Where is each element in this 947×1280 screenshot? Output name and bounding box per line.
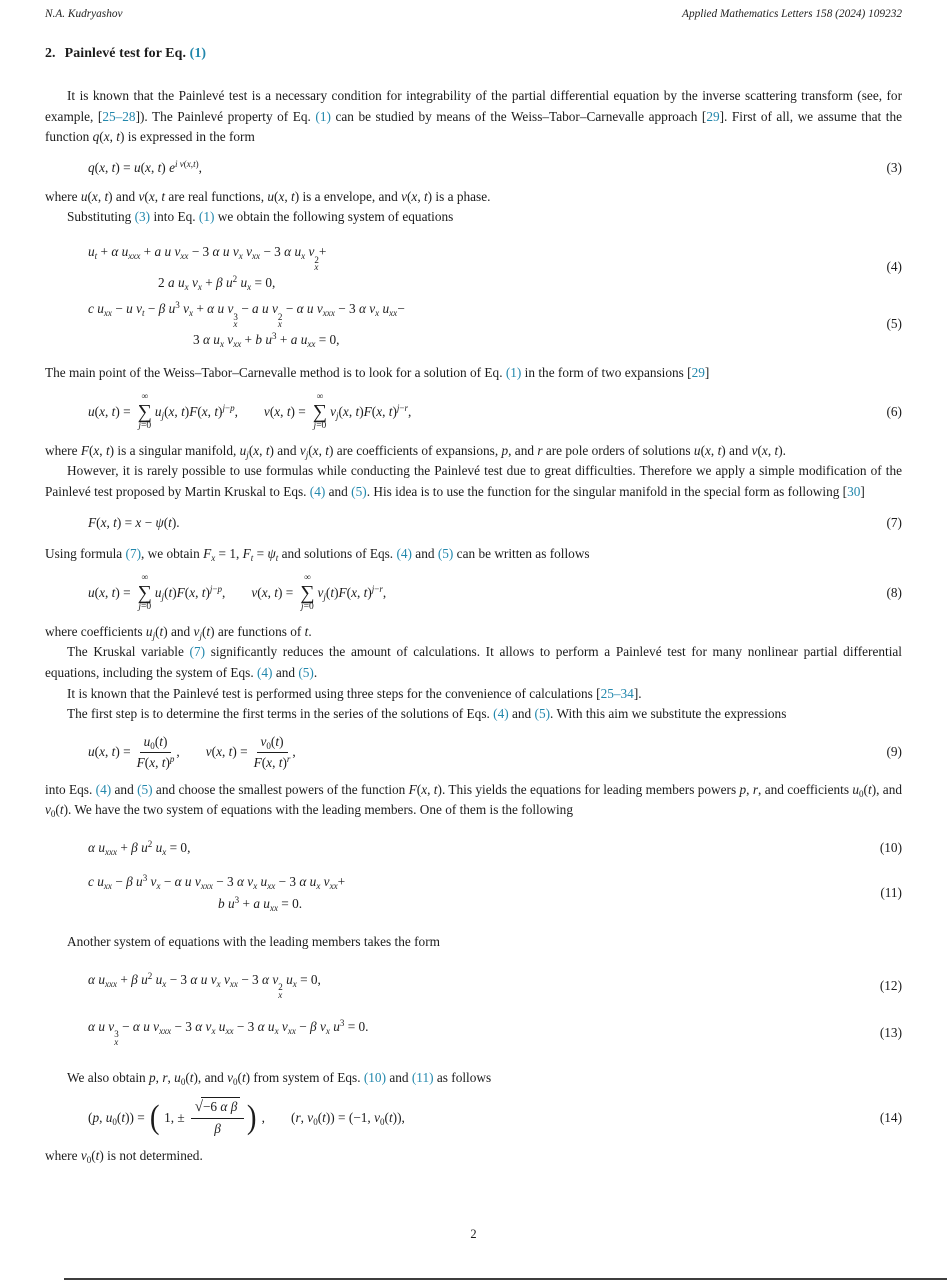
reference-link[interactable]: 25–28 <box>102 108 136 124</box>
paragraph: Substituting (3) into Eq. (1) we obtain the following system of equations <box>67 209 454 225</box>
equation-number: (6) <box>886 404 902 420</box>
paragraph: It is known that the Painlevé test is performed using three steps for the convenience of calculations [25–34]. <box>67 685 642 701</box>
reference-link[interactable]: (3) <box>134 209 151 225</box>
reference-link[interactable]: (10) <box>363 1069 387 1085</box>
equation-number: (13) <box>879 1024 902 1040</box>
radicand: −6 α β <box>201 1097 240 1114</box>
paragraph: where F(x, t) is a singular manifold, $u_j(x$, t) and $v_j(x$, t) are coefficients of expansions, p, and r are pole orders of solutions u(x, t) and v(x, t). <box>45 442 786 460</box>
equation-number: (10) <box>879 840 902 855</box>
equation-math: c $u_{xx} - \beta$ $u^3$ $v_x - \alpha$ u $v_{xxx} - 3$ α $v_x$ $u_{xx} - 3$ α $u_x$ $v_{xx}+$ <box>88 873 346 892</box>
equation-13 <box>88 1019 902 1047</box>
section-number: 2. <box>45 46 56 61</box>
sigma-glyph: ∑ <box>312 400 328 423</box>
summation-symbol <box>313 393 327 432</box>
equation-11 <box>88 871 902 915</box>
sum-lower-limit: j=0 <box>300 601 314 612</box>
equation-math: (r, $v_0(t)) = (-1$, $v_0(t)$), <box>291 1110 405 1128</box>
journal-reference: Applied Mathematics Letters 158 (2024) 109232 <box>682 8 902 20</box>
equation-number: (3) <box>886 159 902 175</box>
equation-math: 2 a $u_x$ $v_x + \beta$ $u^2$ $u_x = 0$, <box>158 274 276 293</box>
equation-14: (p, $u_0(t)$) = ( 1, ± $\frac{\text{√−6 α β}}{\beta}$ ) , (r, $v_0(t)) = (-1$, $v_0(t)$), (14) <box>88 1099 902 1137</box>
reference-link[interactable]: (1) <box>505 365 522 380</box>
paragraph: It is known that the Painlevé test is a necessary condition for integrability of the partial differential equation by the inverse scattering transform (see, for example, [25–28]). The Painlevé property of Eq. (1) can be studied by means of the Weiss–Tabor–Carnevalle approach [29]. First of all, we assume that the function q(x, t) is expressed in the form <box>45 88 903 145</box>
reference-link[interactable]: (7) <box>189 644 206 660</box>
sum-upper-limit: ∞ <box>141 572 149 583</box>
equation-math: $u_t + \alpha$ $u_{xxx} + a$ u $v_{xx} - 3$ α u $v_x$ $v_{xx} - 3$ α $u_x$ v 2 x + <box>88 243 327 273</box>
sigma-glyph: ∑ <box>137 400 152 423</box>
equation-math: v(x, t) = <box>205 744 248 760</box>
paragraph: The first step is to determine the first terms in the series of the solutions of Eqs. (4) and (5). With this aim we substitute the expressions <box>67 706 787 722</box>
summation-symbol <box>300 574 314 613</box>
equation-number: (11) <box>880 885 902 900</box>
equation-math: 1, ± <box>164 1110 185 1126</box>
reference-link[interactable]: 30 <box>847 483 861 499</box>
equation-math: α u v 3 x − α u $v_{xxx} - 3$ α $v_x$ $u_{xx} - 3$ α $u_x$ $v_{xx} - \beta$ $v_x$ $u^3 = 0$. <box>88 1017 369 1047</box>
sum-lower-limit: j=0 <box>138 420 152 431</box>
equation-math: (p, $u_0(t)$) = <box>88 1110 145 1128</box>
equation-math: $v_j(x$, t)F(x, t)$^{j-r}$, <box>330 403 412 422</box>
paragraph: We also obtain p, r, $u_0(t)$, and $v_0(t)$ from system of Eqs. (10) and (11) as follows <box>67 1069 492 1087</box>
paragraph: where u(x, t) and v(x, t are real functions, u(x, t) is a envelope, and v(x, t) is a phase. <box>45 188 491 204</box>
paragraph: However, it is rarely possible to use formulas while conducting the Painlevé test due to great difficulties. Therefore we apply a simple modification of the Painlevé test proposed by Martin Kruskal to Eqs. (4) and (5). His idea is to use the function for the singular manifold in the special form as following [30] <box>45 463 902 499</box>
equation-math: , <box>176 744 180 760</box>
equation-math: $u_j(x$, t)F(x, t)$^{j-p}$, <box>154 403 238 422</box>
sum-lower-limit: j=0 <box>313 420 327 431</box>
reference-link[interactable]: (1) <box>315 108 331 124</box>
sum-upper-limit: ∞ <box>303 572 311 583</box>
equation-12 <box>88 972 902 1000</box>
sum-lower-limit: j=0 <box>138 601 152 612</box>
equation-number: (12) <box>879 977 902 993</box>
fraction-numerator <box>191 1099 245 1119</box>
equation-8 <box>88 574 902 613</box>
fraction <box>191 1099 245 1137</box>
equation-math: F(x, t) = x − ψ(t). <box>88 515 180 531</box>
section-title: Painlevé test for Eq. <box>64 46 187 61</box>
equation-reference-link[interactable]: (1) <box>189 46 207 61</box>
reference-link[interactable]: (4) <box>309 483 326 499</box>
equation-6 <box>88 393 902 432</box>
summation-symbol <box>138 574 152 613</box>
equation-math: $u_j(t)F(x$, t)$^{j-p}$, <box>154 584 226 603</box>
equation-math: α $u_{xxx} + \beta$ $u^2$ $u_x = 0$, <box>88 839 191 858</box>
sum-upper-limit: ∞ <box>316 391 324 402</box>
equation-7 <box>88 515 902 531</box>
equation-number: (4) <box>886 259 902 275</box>
summation-symbol <box>138 393 152 432</box>
sigma-glyph: ∑ <box>137 581 152 604</box>
reference-link[interactable]: (11) <box>411 1069 434 1085</box>
reference-link[interactable]: 29 <box>691 365 705 380</box>
reference-link[interactable]: (1) <box>198 209 215 225</box>
reference-link[interactable]: (5) <box>351 483 367 499</box>
paragraph: Using formula (7), we obtain $F_x = 1$, $F_t = \psi_t$ and solutions of Eqs. (4) and (5) can be written as follows <box>45 546 590 564</box>
radical-glyph: √ <box>194 1099 203 1116</box>
fraction <box>137 734 175 771</box>
equation-math: $v_j(t)F(x$, t)$^{j-r}$, <box>317 584 387 603</box>
sum-upper-limit: ∞ <box>141 391 149 402</box>
reference-link[interactable]: 29 <box>706 108 720 124</box>
equation-number: (9) <box>886 744 902 760</box>
fraction-denominator: F(x, t)$^p$ <box>136 753 175 770</box>
sigma-glyph: ∑ <box>300 581 315 604</box>
equation-math: u(x, t) = <box>88 585 131 601</box>
paragraph: The Kruskal variable (7) significantly reduces the amount of calculations. It allows to perform a Painlevé test for many nonlinear partial differential equations, including the system of Eqs. (4) and (5). <box>45 644 902 681</box>
reference-link[interactable]: (4) <box>493 706 509 722</box>
equation-math: v(x, t) = <box>263 404 306 420</box>
equation-number: (5) <box>886 316 902 332</box>
equation-math: q(x, t) = u(x, t) $e^{i v(x,t)}$, <box>88 158 202 175</box>
paragraph: Another system of equations with the leading members takes the form <box>67 934 440 949</box>
reference-link[interactable]: (5) <box>534 706 551 722</box>
paragraph: The main point of the Weiss–Tabor–Carnevalle method is to look for a solution of Eq. (1) in the form of two expansions [29] <box>45 365 710 380</box>
section-heading <box>45 46 902 62</box>
equation-math: , <box>261 1110 265 1126</box>
running-header <box>45 8 902 20</box>
equation-math: b $u^3 + a$ $u_{xx} = 0$. <box>218 895 303 914</box>
reference-link[interactable]: (4) <box>95 781 112 797</box>
fraction-numerator: $v_0(t)$ <box>257 734 288 753</box>
equation-3 <box>88 160 902 176</box>
equation-math: α $u_{xxx} + \beta$ $u^2$ $u_x - 3$ α u $v_x$ $v_{xx} - 3$ α v 2 x $u_x = 0$, <box>88 970 321 1000</box>
equation-5 <box>88 298 902 351</box>
equation-math: c $u_{xx} - u$ $v_t - \beta$ $u^3$ $v_x + \alpha$ u v 3 x − a u v 2 x − α u $v_{xxx} - 3$ α $v_x$ $u_{xx}-$ <box>88 300 405 330</box>
paragraph: where $v_0(t)$ is not determined. <box>45 1148 203 1166</box>
paragraph: where coefficients $u_j(t)$ and $v_j(t)$ are functions of t. <box>45 623 312 641</box>
equation-math: v(x, t) = <box>251 585 294 601</box>
reference-link[interactable]: (5) <box>298 665 314 681</box>
fraction-denominator: F(x, t)$^r$ <box>253 753 291 770</box>
equation-math: 3 α $u_x$ $v_{xx} + b$ $u^3 + a$ $u_{xx} = 0$, <box>193 331 340 350</box>
reference-link[interactable]: (5) <box>437 546 454 562</box>
equation-number: (7) <box>886 515 902 531</box>
equation-10 <box>88 840 902 856</box>
author-name: N.A. Kudryashov <box>45 8 123 20</box>
fraction-denominator: β <box>214 1121 221 1137</box>
equation-math: u(x, t) = <box>88 744 131 760</box>
equation-number: (14) <box>879 1110 902 1126</box>
page-number: 2 <box>470 1227 477 1241</box>
reference-link[interactable]: (5) <box>137 781 153 797</box>
reference-link[interactable]: (4) <box>396 546 412 562</box>
reference-link[interactable]: (4) <box>256 665 273 681</box>
equation-9 <box>88 734 902 771</box>
equation-4 <box>88 241 902 294</box>
equation-number: (8) <box>886 585 902 601</box>
reference-link[interactable]: 25–34 <box>600 685 634 701</box>
equation-math: u(x, t) = <box>88 404 131 420</box>
reference-link[interactable]: (7) <box>125 546 142 562</box>
fraction <box>254 734 291 771</box>
paragraph: into Eqs. (4) and (5) and choose the smallest powers of the function F(x, t). This yields the equations for leading members powers p, r, and coefficients $u_0(t)$, and $v_0(t)$. We have the two system of equations with the leading members. One of them is the following <box>45 781 902 820</box>
equation-math: , <box>292 744 296 760</box>
fraction-numerator: $u_0(t)$ <box>140 734 172 753</box>
